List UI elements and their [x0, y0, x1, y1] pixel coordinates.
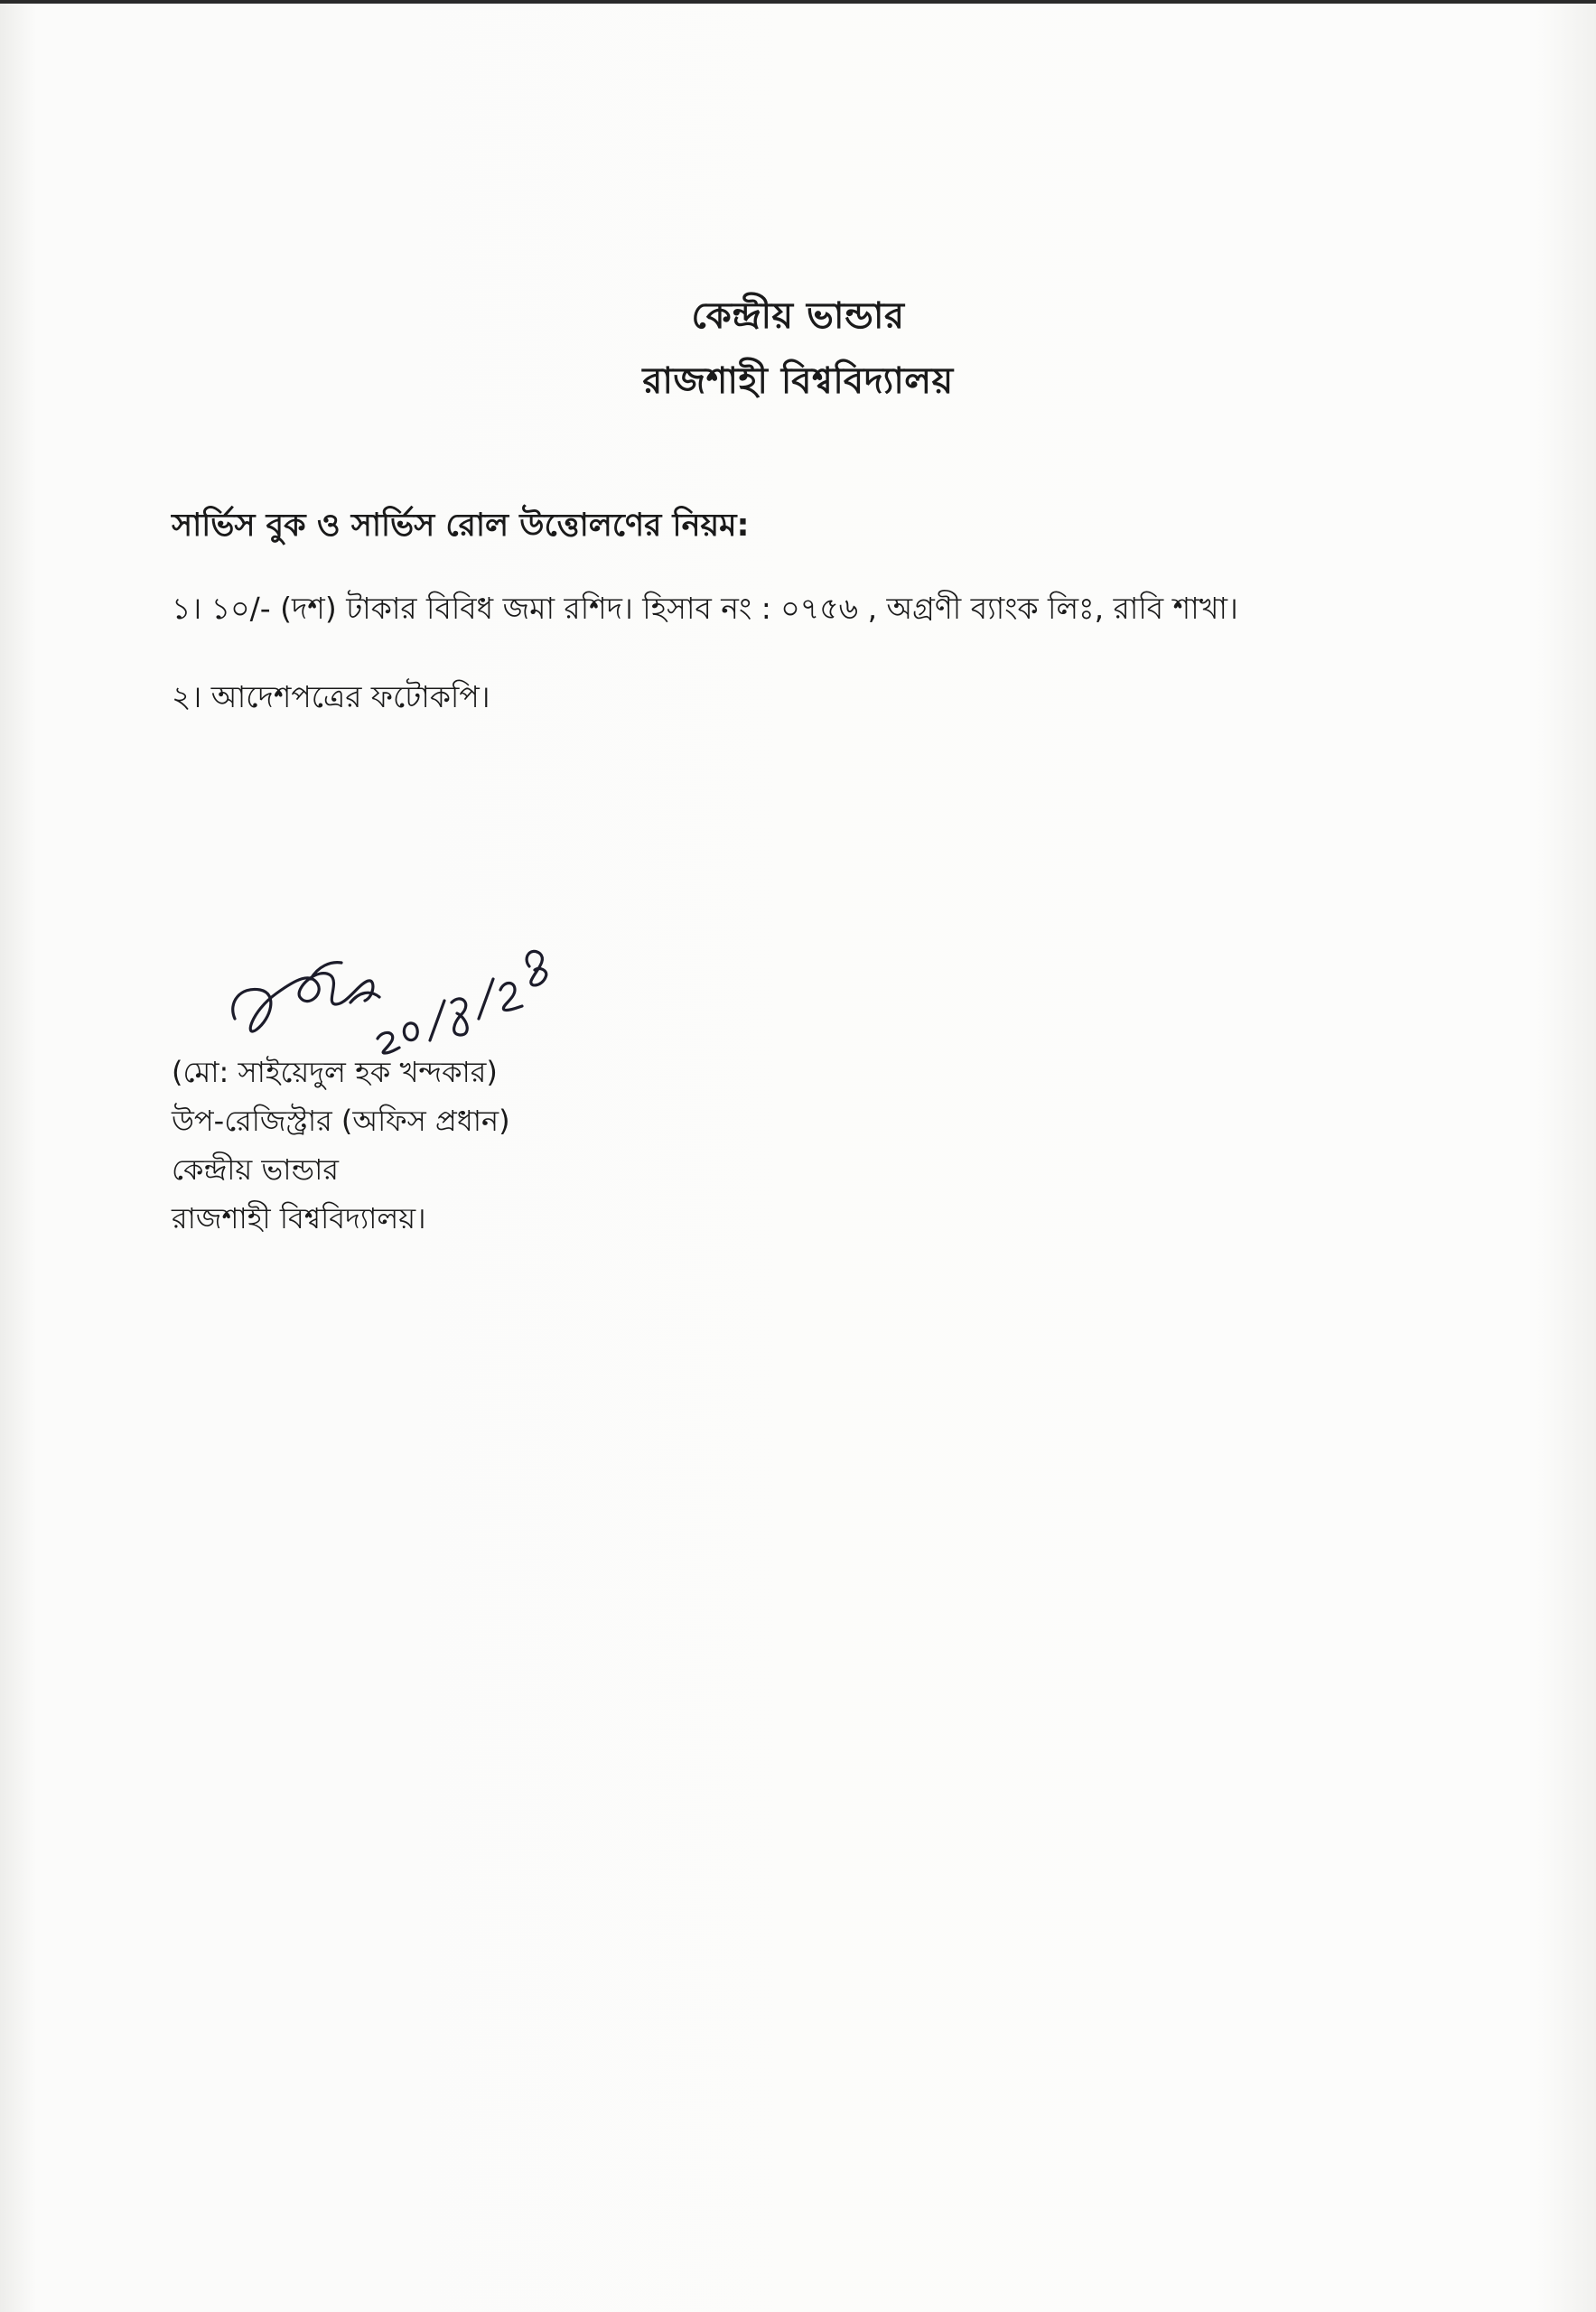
university-heading: রাজশাহী বিশ্ববিদ্যালয়: [642, 360, 954, 402]
signatory-designation: উপ-রেজিস্ট্রার (অফিস প্রধান): [172, 1104, 510, 1138]
signatory-institution: রাজশাহী বিশ্ববিদ্যালয়।: [172, 1201, 426, 1235]
handwritten-signature: [224, 903, 576, 1061]
rules-title: সার্ভিস বুক ও সার্ভিস রোল উত্তোলণের নিয়ম:: [172, 508, 750, 544]
signatory-block: [172, 1048, 510, 1243]
office-heading: কেন্দ্রীয় ভান্ডার: [691, 295, 905, 337]
signatory-office: কেন্দ্রীয় ভান্ডার: [172, 1152, 339, 1187]
scan-top-edge: [0, 0, 1596, 4]
rule-item: ২। আদেশপত্রের ফটোকপি।: [172, 679, 490, 714]
signatory-name: (মো: সাইয়েদুল হক খন্দকার): [172, 1055, 498, 1089]
rule-item: ১। ১০/- (দশ) টাকার বিবিধ জমা রশিদ। হিসাব নং : ০৭৫৬ , অগ্রণী ব্যাংক লিঃ, রাবি শাখা।: [172, 591, 1238, 626]
